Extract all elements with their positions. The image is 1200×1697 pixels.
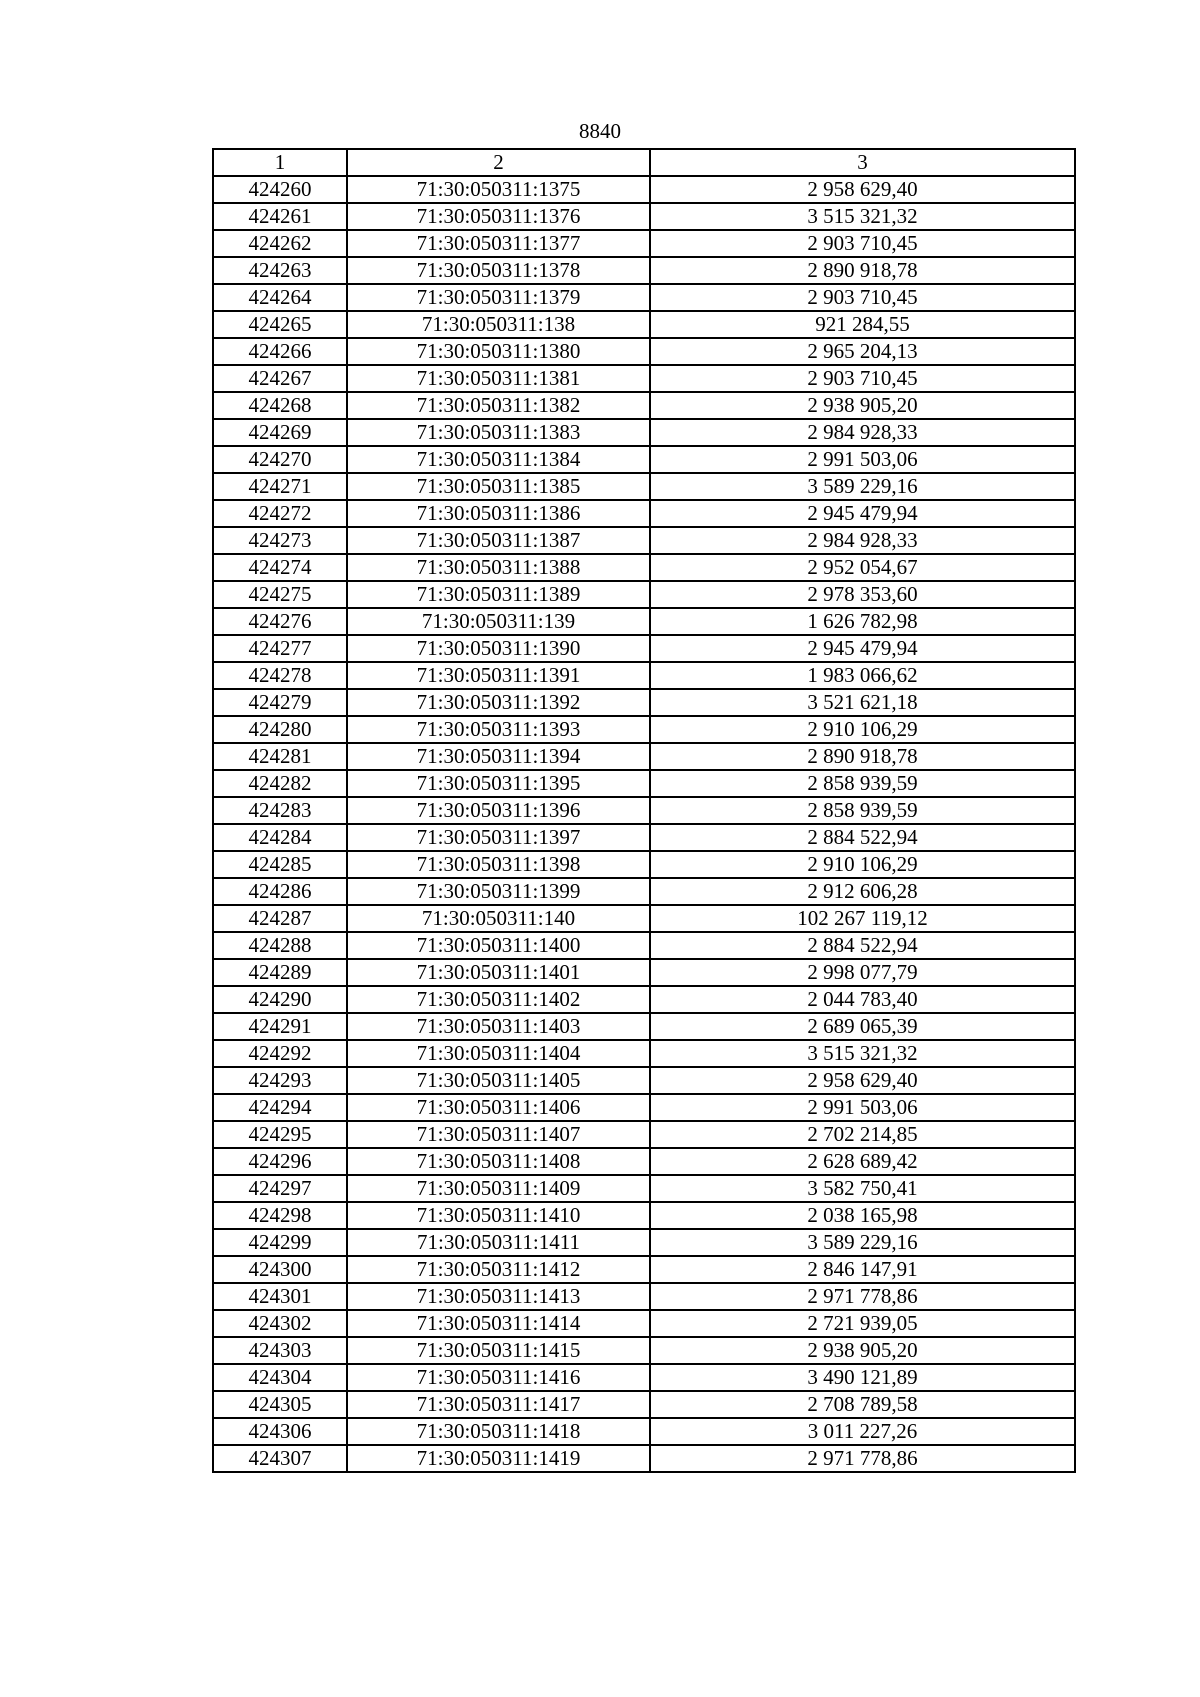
value-cell: 3 589 229,16 bbox=[650, 1229, 1075, 1256]
table-body bbox=[213, 176, 1075, 1472]
value-cell: 2 884 522,94 bbox=[650, 932, 1075, 959]
value-cell: 102 267 119,12 bbox=[650, 905, 1075, 932]
value-cell: 921 284,55 bbox=[650, 311, 1075, 338]
cadastral-number-cell: 71:30:050311:1402 bbox=[347, 986, 650, 1013]
cadastral-number-cell: 71:30:050311:1417 bbox=[347, 1391, 650, 1418]
value-cell: 2 903 710,45 bbox=[650, 284, 1075, 311]
cadastral-number-cell: 71:30:050311:1379 bbox=[347, 284, 650, 311]
cadastral-number-cell: 71:30:050311:1401 bbox=[347, 959, 650, 986]
table-row bbox=[213, 743, 1075, 770]
cadastral-number-cell: 71:30:050311:1376 bbox=[347, 203, 650, 230]
table-row bbox=[213, 1283, 1075, 1310]
row-number-cell: 424268 bbox=[213, 392, 347, 419]
value-cell: 2 890 918,78 bbox=[650, 743, 1075, 770]
table-row bbox=[213, 338, 1075, 365]
row-number-cell: 424283 bbox=[213, 797, 347, 824]
cadastral-number-cell: 71:30:050311:1388 bbox=[347, 554, 650, 581]
table-row bbox=[213, 824, 1075, 851]
cadastral-number-cell: 71:30:050311:1414 bbox=[347, 1310, 650, 1337]
row-number-cell: 424266 bbox=[213, 338, 347, 365]
row-number-cell: 424271 bbox=[213, 473, 347, 500]
table-row bbox=[213, 1256, 1075, 1283]
table-row bbox=[213, 905, 1075, 932]
table-row bbox=[213, 1013, 1075, 1040]
table-row bbox=[213, 1094, 1075, 1121]
table-row bbox=[213, 959, 1075, 986]
row-number-cell: 424284 bbox=[213, 824, 347, 851]
cadastral-number-cell: 71:30:050311:1396 bbox=[347, 797, 650, 824]
table-row bbox=[213, 581, 1075, 608]
value-cell: 2 998 077,79 bbox=[650, 959, 1075, 986]
table-row bbox=[213, 608, 1075, 635]
value-cell: 2 991 503,06 bbox=[650, 446, 1075, 473]
table-row bbox=[213, 716, 1075, 743]
value-cell: 3 521 621,18 bbox=[650, 689, 1075, 716]
cadastral-number-cell: 71:30:050311:1412 bbox=[347, 1256, 650, 1283]
row-number-cell: 424306 bbox=[213, 1418, 347, 1445]
cadastral-number-cell: 71:30:050311:1413 bbox=[347, 1283, 650, 1310]
table-row bbox=[213, 851, 1075, 878]
value-cell: 2 846 147,91 bbox=[650, 1256, 1075, 1283]
value-cell: 2 858 939,59 bbox=[650, 797, 1075, 824]
table-row bbox=[213, 1310, 1075, 1337]
row-number-cell: 424301 bbox=[213, 1283, 347, 1310]
cadastral-number-cell: 71:30:050311:1419 bbox=[347, 1445, 650, 1472]
value-cell: 2 702 214,85 bbox=[650, 1121, 1075, 1148]
row-number-cell: 424265 bbox=[213, 311, 347, 338]
row-number-cell: 424270 bbox=[213, 446, 347, 473]
table-row bbox=[213, 1364, 1075, 1391]
row-number-cell: 424291 bbox=[213, 1013, 347, 1040]
row-number-cell: 424277 bbox=[213, 635, 347, 662]
cadastral-number-cell: 71:30:050311:1397 bbox=[347, 824, 650, 851]
page-number: 8840 bbox=[579, 119, 621, 143]
value-cell: 2 991 503,06 bbox=[650, 1094, 1075, 1121]
cadastral-number-cell: 71:30:050311:1415 bbox=[347, 1337, 650, 1364]
cadastral-number-cell: 71:30:050311:1394 bbox=[347, 743, 650, 770]
value-cell: 2 958 629,40 bbox=[650, 1067, 1075, 1094]
row-number-cell: 424286 bbox=[213, 878, 347, 905]
row-number-cell: 424289 bbox=[213, 959, 347, 986]
row-number-cell: 424294 bbox=[213, 1094, 347, 1121]
value-cell: 2 971 778,86 bbox=[650, 1283, 1075, 1310]
row-number-cell: 424272 bbox=[213, 500, 347, 527]
table-row bbox=[213, 284, 1075, 311]
value-cell: 2 958 629,40 bbox=[650, 176, 1075, 203]
cadastral-number-cell: 71:30:050311:1418 bbox=[347, 1418, 650, 1445]
row-number-cell: 424262 bbox=[213, 230, 347, 257]
row-number-cell: 424273 bbox=[213, 527, 347, 554]
cadastral-number-cell: 71:30:050311:1399 bbox=[347, 878, 650, 905]
row-number-cell: 424267 bbox=[213, 365, 347, 392]
row-number-cell: 424288 bbox=[213, 932, 347, 959]
value-cell: 1 983 066,62 bbox=[650, 662, 1075, 689]
cadastral-number-cell: 71:30:050311:1378 bbox=[347, 257, 650, 284]
table-row bbox=[213, 1391, 1075, 1418]
row-number-cell: 424300 bbox=[213, 1256, 347, 1283]
cadastral-number-cell: 71:30:050311:1404 bbox=[347, 1040, 650, 1067]
table-row bbox=[213, 1418, 1075, 1445]
cadastral-number-cell: 71:30:050311:1390 bbox=[347, 635, 650, 662]
row-number-cell: 424297 bbox=[213, 1175, 347, 1202]
column-header: 2 bbox=[347, 149, 650, 176]
value-cell: 2 689 065,39 bbox=[650, 1013, 1075, 1040]
table-row bbox=[213, 1175, 1075, 1202]
cadastral-number-cell: 71:30:050311:1398 bbox=[347, 851, 650, 878]
value-cell: 3 011 227,26 bbox=[650, 1418, 1075, 1445]
table-row bbox=[213, 797, 1075, 824]
cadastral-number-cell: 71:30:050311:1387 bbox=[347, 527, 650, 554]
column-header: 3 bbox=[650, 149, 1075, 176]
cadastral-number-cell: 71:30:050311:1407 bbox=[347, 1121, 650, 1148]
table-row bbox=[213, 554, 1075, 581]
cadastral-number-cell: 71:30:050311:1386 bbox=[347, 500, 650, 527]
value-cell: 3 490 121,89 bbox=[650, 1364, 1075, 1391]
value-cell: 2 721 939,05 bbox=[650, 1310, 1075, 1337]
table-row bbox=[213, 1148, 1075, 1175]
cadastral-number-cell: 71:30:050311:1381 bbox=[347, 365, 650, 392]
table-row bbox=[213, 932, 1075, 959]
table-row bbox=[213, 662, 1075, 689]
row-number-cell: 424261 bbox=[213, 203, 347, 230]
cadastral-number-cell: 71:30:050311:140 bbox=[347, 905, 650, 932]
table-row bbox=[213, 770, 1075, 797]
value-cell: 2 910 106,29 bbox=[650, 716, 1075, 743]
cadastral-number-cell: 71:30:050311:138 bbox=[347, 311, 650, 338]
table-row bbox=[213, 419, 1075, 446]
cadastral-number-cell: 71:30:050311:1389 bbox=[347, 581, 650, 608]
table-row bbox=[213, 365, 1075, 392]
value-cell: 1 626 782,98 bbox=[650, 608, 1075, 635]
value-cell: 3 582 750,41 bbox=[650, 1175, 1075, 1202]
table-row bbox=[213, 1040, 1075, 1067]
table-row bbox=[213, 176, 1075, 203]
row-number-cell: 424303 bbox=[213, 1337, 347, 1364]
row-number-cell: 424260 bbox=[213, 176, 347, 203]
cadastral-number-cell: 71:30:050311:1406 bbox=[347, 1094, 650, 1121]
cadastral-number-cell: 71:30:050311:1391 bbox=[347, 662, 650, 689]
table-row bbox=[213, 1337, 1075, 1364]
cadastral-number-cell: 71:30:050311:1380 bbox=[347, 338, 650, 365]
table-row bbox=[213, 635, 1075, 662]
value-cell: 2 890 918,78 bbox=[650, 257, 1075, 284]
value-cell: 2 884 522,94 bbox=[650, 824, 1075, 851]
table-row bbox=[213, 1121, 1075, 1148]
cadastral-number-cell: 71:30:050311:1375 bbox=[347, 176, 650, 203]
cadastral-number-cell: 71:30:050311:1409 bbox=[347, 1175, 650, 1202]
row-number-cell: 424287 bbox=[213, 905, 347, 932]
row-number-cell: 424279 bbox=[213, 689, 347, 716]
row-number-cell: 424307 bbox=[213, 1445, 347, 1472]
table-row bbox=[213, 986, 1075, 1013]
cadastral-number-cell: 71:30:050311:1383 bbox=[347, 419, 650, 446]
table-row bbox=[213, 203, 1075, 230]
value-cell: 2 628 689,42 bbox=[650, 1148, 1075, 1175]
table-row bbox=[213, 473, 1075, 500]
column-header: 1 bbox=[213, 149, 347, 176]
row-number-cell: 424290 bbox=[213, 986, 347, 1013]
cadastral-number-cell: 71:30:050311:1400 bbox=[347, 932, 650, 959]
cadastral-number-cell: 71:30:050311:1377 bbox=[347, 230, 650, 257]
value-cell: 2 044 783,40 bbox=[650, 986, 1075, 1013]
table-row bbox=[213, 230, 1075, 257]
row-number-cell: 424299 bbox=[213, 1229, 347, 1256]
table-row bbox=[213, 1229, 1075, 1256]
value-cell: 3 515 321,32 bbox=[650, 203, 1075, 230]
value-cell: 3 515 321,32 bbox=[650, 1040, 1075, 1067]
value-cell: 2 903 710,45 bbox=[650, 230, 1075, 257]
table-row bbox=[213, 1067, 1075, 1094]
value-cell: 2 945 479,94 bbox=[650, 500, 1075, 527]
table-row bbox=[213, 527, 1075, 554]
row-number-cell: 424305 bbox=[213, 1391, 347, 1418]
row-number-cell: 424292 bbox=[213, 1040, 347, 1067]
value-cell: 2 038 165,98 bbox=[650, 1202, 1075, 1229]
row-number-cell: 424304 bbox=[213, 1364, 347, 1391]
value-cell: 2 945 479,94 bbox=[650, 635, 1075, 662]
value-cell: 2 910 106,29 bbox=[650, 851, 1075, 878]
value-cell: 2 903 710,45 bbox=[650, 365, 1075, 392]
table-row bbox=[213, 257, 1075, 284]
value-cell: 2 858 939,59 bbox=[650, 770, 1075, 797]
value-cell: 2 984 928,33 bbox=[650, 419, 1075, 446]
cadastral-number-cell: 71:30:050311:1382 bbox=[347, 392, 650, 419]
row-number-cell: 424293 bbox=[213, 1067, 347, 1094]
row-number-cell: 424269 bbox=[213, 419, 347, 446]
row-number-cell: 424275 bbox=[213, 581, 347, 608]
table-row bbox=[213, 1445, 1075, 1472]
table-row bbox=[213, 446, 1075, 473]
row-number-cell: 424302 bbox=[213, 1310, 347, 1337]
row-number-cell: 424280 bbox=[213, 716, 347, 743]
cadastral-number-cell: 71:30:050311:1385 bbox=[347, 473, 650, 500]
cadastral-number-cell: 71:30:050311:1384 bbox=[347, 446, 650, 473]
cadastral-number-cell: 71:30:050311:139 bbox=[347, 608, 650, 635]
value-cell: 2 912 606,28 bbox=[650, 878, 1075, 905]
table-row bbox=[213, 689, 1075, 716]
row-number-cell: 424282 bbox=[213, 770, 347, 797]
row-number-cell: 424263 bbox=[213, 257, 347, 284]
table-row bbox=[213, 878, 1075, 905]
data-table bbox=[212, 148, 1076, 1473]
cadastral-number-cell: 71:30:050311:1416 bbox=[347, 1364, 650, 1391]
row-number-cell: 424264 bbox=[213, 284, 347, 311]
value-cell: 2 952 054,67 bbox=[650, 554, 1075, 581]
cadastral-number-cell: 71:30:050311:1410 bbox=[347, 1202, 650, 1229]
row-number-cell: 424276 bbox=[213, 608, 347, 635]
table-row bbox=[213, 392, 1075, 419]
row-number-cell: 424295 bbox=[213, 1121, 347, 1148]
table-row bbox=[213, 500, 1075, 527]
value-cell: 2 984 928,33 bbox=[650, 527, 1075, 554]
value-cell: 2 978 353,60 bbox=[650, 581, 1075, 608]
row-number-cell: 424285 bbox=[213, 851, 347, 878]
cadastral-number-cell: 71:30:050311:1408 bbox=[347, 1148, 650, 1175]
row-number-cell: 424274 bbox=[213, 554, 347, 581]
cadastral-number-cell: 71:30:050311:1395 bbox=[347, 770, 650, 797]
cadastral-number-cell: 71:30:050311:1392 bbox=[347, 689, 650, 716]
cadastral-number-cell: 71:30:050311:1403 bbox=[347, 1013, 650, 1040]
row-number-cell: 424298 bbox=[213, 1202, 347, 1229]
value-cell: 3 589 229,16 bbox=[650, 473, 1075, 500]
table-row bbox=[213, 311, 1075, 338]
table-header-row bbox=[213, 149, 1075, 176]
row-number-cell: 424296 bbox=[213, 1148, 347, 1175]
cadastral-number-cell: 71:30:050311:1411 bbox=[347, 1229, 650, 1256]
value-cell: 2 708 789,58 bbox=[650, 1391, 1075, 1418]
value-cell: 2 971 778,86 bbox=[650, 1445, 1075, 1472]
cadastral-number-cell: 71:30:050311:1405 bbox=[347, 1067, 650, 1094]
cadastral-number-cell: 71:30:050311:1393 bbox=[347, 716, 650, 743]
value-cell: 2 938 905,20 bbox=[650, 1337, 1075, 1364]
row-number-cell: 424281 bbox=[213, 743, 347, 770]
value-cell: 2 965 204,13 bbox=[650, 338, 1075, 365]
table-row bbox=[213, 1202, 1075, 1229]
value-cell: 2 938 905,20 bbox=[650, 392, 1075, 419]
row-number-cell: 424278 bbox=[213, 662, 347, 689]
